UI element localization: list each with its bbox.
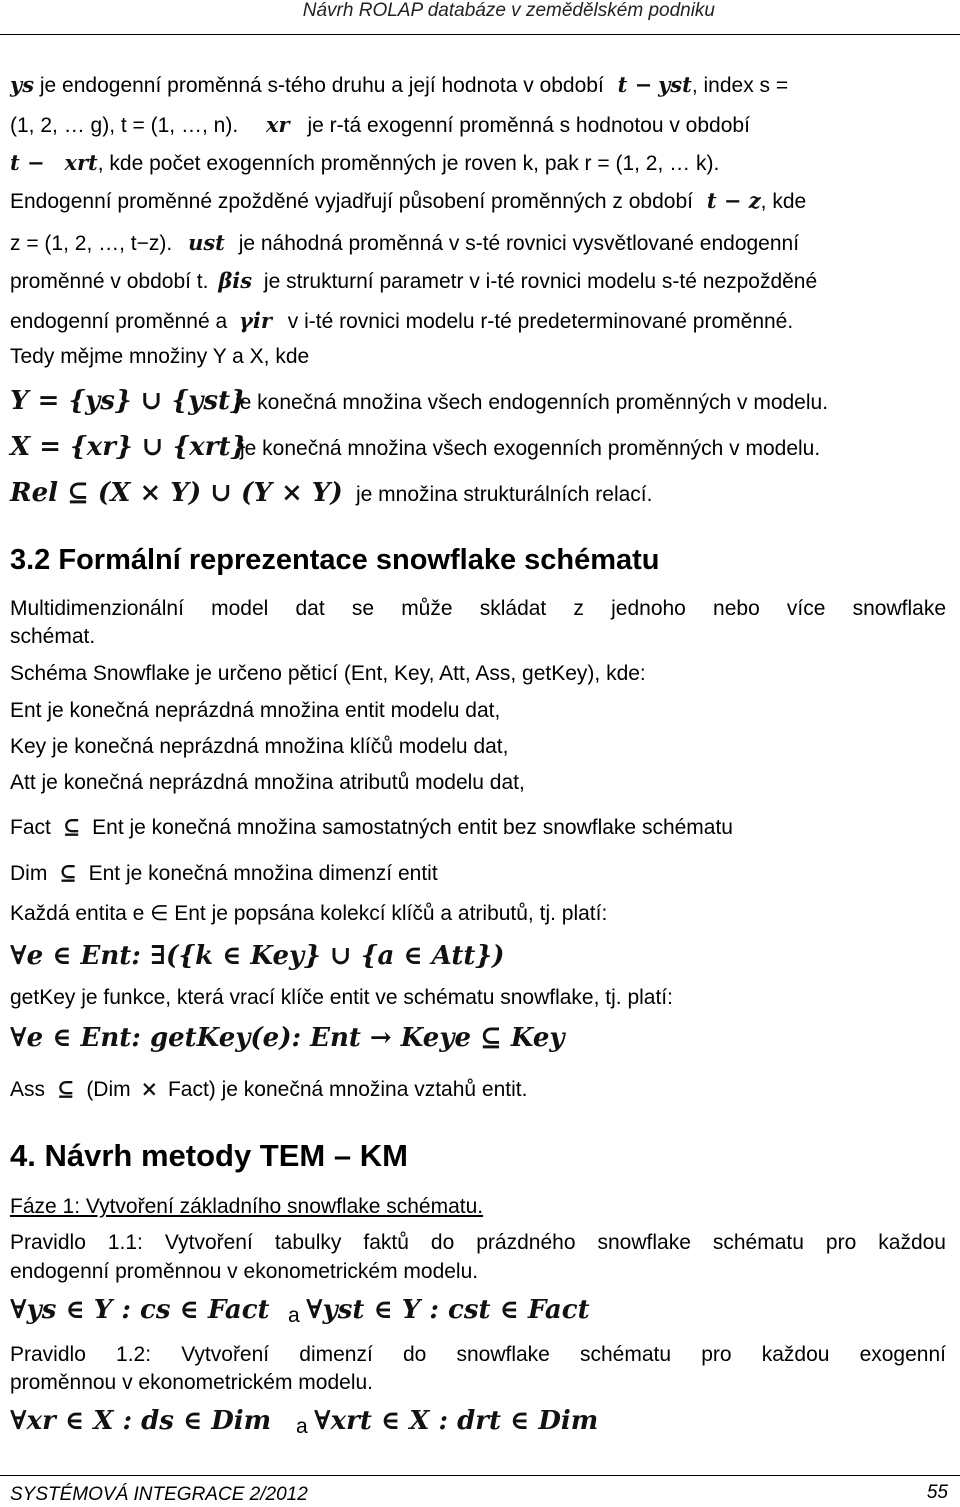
t-minus-symbol: t − (617, 72, 653, 97)
s32-ent: Ent je konečná neprázdná množina entit modelu dat, (10, 699, 501, 722)
rule-1-2-line2: proměnnou v ekonometrickém modelu. (10, 1371, 374, 1394)
text: Fact (10, 816, 51, 839)
text: Ent je konečná množina dimenzí entit (88, 862, 438, 885)
times-symbol: × (140, 1076, 159, 1101)
text: je endogenní proměnná s-tého druhu a její hodnota v období (39, 74, 604, 97)
formula-fact-2: ∀yst ∈ Y : cst ∈ Fact (306, 1295, 590, 1325)
text: Ent je konečná množina samostatných entit bez snowflake schématu (92, 816, 733, 839)
formula-x-set: X = {xr} ∪ {xrt} (10, 432, 248, 462)
section-4-heading: 4. Návrh metody TEM – KM (10, 1138, 408, 1173)
text: , index s = (691, 74, 789, 97)
ys-symbol: ys (10, 72, 35, 97)
rule-1-2-line1: Pravidlo 1.2: Vytvoření dimenzí do snowflake schématu pro každou exogenní (10, 1343, 946, 1366)
s32-att: Att je konečná neprázdná množina atributů modelu dat, (10, 771, 525, 794)
ust-symbol: ust (188, 230, 225, 255)
formula-fact-1: ∀ys ∈ Y : cs ∈ Fact (10, 1295, 270, 1325)
yst-symbol: yst (658, 72, 692, 97)
beta-is-symbol: βis (218, 268, 253, 293)
text: (1, 2, … g), t = (1, …, n). (10, 114, 239, 137)
text: z = (1, 2, …, t−z). (10, 232, 173, 255)
s32-dim (10, 860, 438, 887)
text-y-set: je konečná množina všech endogenních proměnných v modelu. (235, 391, 829, 414)
and-text: a (296, 1415, 308, 1438)
formula-rel: Rel ⊆ (X × Y) ∪ (Y × Y) (10, 478, 343, 508)
phase-1-heading: Fáze 1: Vytvoření základního snowflake schématu. (10, 1195, 484, 1218)
text: Fact) je konečná množina vztahů entit. (167, 1078, 528, 1101)
formula-dim-2: ∀xrt ∈ X : drt ∈ Dim (314, 1406, 599, 1436)
text: Dim (10, 862, 48, 885)
s32-p2: Schéma Snowflake je určeno pěticí (Ent, Key, Att, Ass, getKey), kde: (10, 662, 646, 685)
page-number: 55 (926, 1482, 948, 1503)
s32-getkey: getKey je funkce, která vrací klíče entit ve schématu snowflake, tj. platí: (10, 986, 673, 1009)
para1-line5 (10, 230, 799, 257)
text: , kde (760, 190, 807, 213)
text: je r-tá exogenní proměnná s hodnotou v období (307, 114, 750, 137)
text: Ass (10, 1078, 46, 1101)
footer-rule (0, 1475, 960, 1476)
para1-line8: Tedy mějme množiny Y a X, kde (10, 345, 310, 368)
para1-line3 (10, 150, 719, 177)
text-rel: je množina strukturálních relací. (356, 483, 653, 506)
journal-name: SYSTÉMOVÁ INTEGRACE 2/2012 (10, 1484, 308, 1505)
subseteq-symbol: ⊆ (59, 860, 77, 885)
s32-p1-line2: schémat. (10, 625, 96, 648)
s32-fact (10, 814, 733, 841)
s32-key: Key je konečná neprázdná množina klíčů modelu dat, (10, 735, 509, 758)
subseteq-symbol: ⊆ (62, 814, 81, 839)
para1-line4 (10, 188, 806, 215)
formula-dim-1: ∀xr ∈ X : ds ∈ Dim (10, 1406, 272, 1436)
text: endogenní proměnné a (10, 310, 228, 333)
and-text: a (288, 1304, 300, 1327)
para1-line7 (10, 308, 793, 335)
text: je náhodná proměnná v s-té rovnici vysvětlované endogenní (238, 232, 800, 255)
rule-1-1-line2: endogenní proměnnou v ekonometrickém modelu. (10, 1260, 479, 1283)
formula-getkey: ∀e ∈ Ent: getKey(e): Ent → Keye ⊆ Key (10, 1023, 565, 1053)
text: (Dim (86, 1078, 131, 1101)
s32-p1-line1: Multidimenzionální model dat se může skládat z jednoho nebo více snowflake (10, 597, 946, 620)
para1-line6 (10, 268, 817, 295)
t-minus-z-symbol: t − z (706, 188, 761, 213)
text: je strukturní parametr v i-té rovnici modelu s-té nezpožděné (263, 270, 818, 293)
gamma-ir-symbol: γir (239, 308, 272, 333)
formula-forall-ent: ∀e ∈ Ent: ∃({k ∈ Key} ∪ {a ∈ Att}) (10, 941, 505, 971)
s32-ass (10, 1076, 527, 1103)
text: Endogenní proměnné zpožděné vyjadřují působení proměnných z období (10, 190, 693, 213)
para1-line2 (10, 112, 750, 139)
text: , kde počet exogenních proměnných je roven k, pak r = (1, 2, … k). (97, 152, 720, 175)
text: v i-té rovnici modelu r-té predeterminované proměnné. (287, 310, 794, 333)
xrt-symbol: xrt (64, 150, 98, 175)
rule-1-1-line1: Pravidlo 1.1: Vytvoření tabulky faktů do prázdného snowflake schématu pro každou (10, 1231, 946, 1254)
running-header: Návrh ROLAP databáze v zemědělském podniku (302, 0, 715, 21)
text: proměnné v období t. (10, 270, 209, 293)
subseteq-symbol: ⊆ (56, 1076, 75, 1101)
xr-symbol: xr (266, 112, 290, 137)
formula-y-set: Y = {ys} ∪ {yst} (10, 386, 247, 416)
header-rule (0, 34, 960, 35)
s32-kazda: Každá entita e ∈ Ent je popsána kolekcí klíčů a atributů, tj. platí: (10, 902, 608, 925)
t-minus-symbol: t − (10, 150, 45, 175)
section-3-2-heading: 3.2 Formální reprezentace snowflake schématu (10, 544, 660, 576)
para1-line1 (10, 72, 788, 99)
text-x-set: je konečná množina všech exogenních proměnných v modelu. (240, 437, 821, 460)
